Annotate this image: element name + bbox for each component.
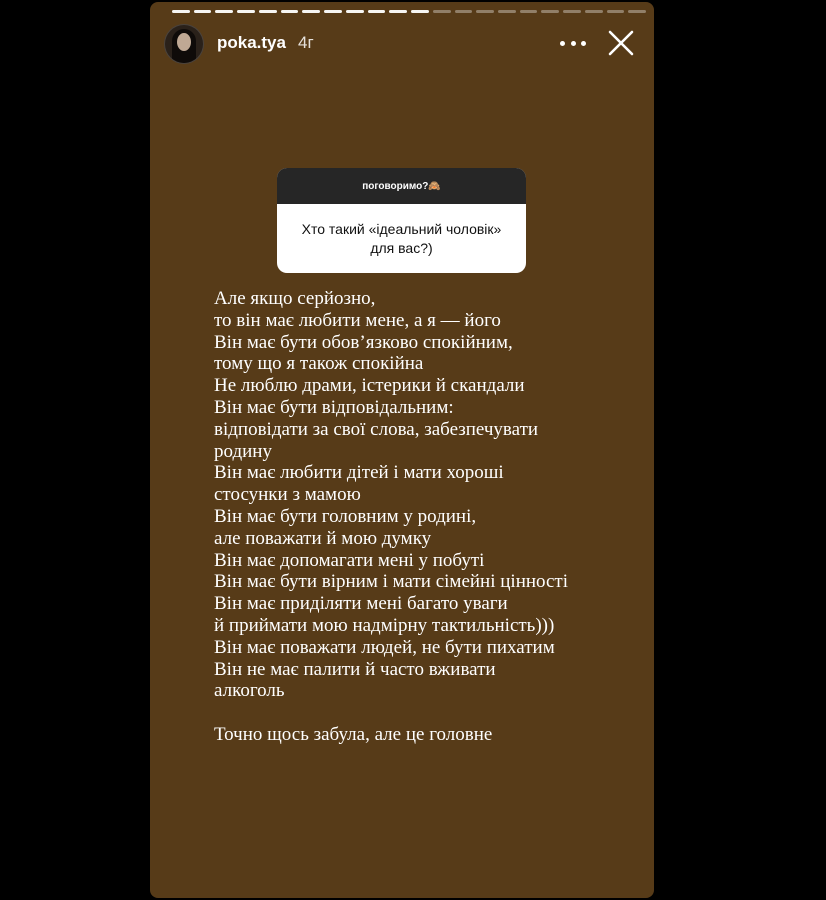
story-frame[interactable] [150,2,654,898]
story-text-line: відповідати за свої слова, забезпечувати [214,418,539,440]
progress-segment [368,10,386,13]
avatar[interactable] [164,24,204,64]
progress-segment [259,10,277,13]
progress-segment [541,10,559,13]
question-sticker[interactable] [277,168,526,273]
story-text-line: Він має поважати людей, не бути пихатим [214,636,555,658]
story-text-line: Він має бути головним у родині, [214,505,477,527]
progress-segment [520,10,538,13]
avatar-face [177,33,191,51]
progress-segment [455,10,473,13]
progress-segment [389,10,407,13]
story-text-line: Він має бути обов’язково спокійним, [214,331,513,353]
progress-segment [607,10,625,13]
progress-segment [194,10,212,13]
progress-segment [281,10,299,13]
story-text-line: Він не має палити й часто вживати [214,658,496,680]
story-text-line: то він має любити мене, а я — його [214,309,501,331]
progress-segment [498,10,516,13]
progress-segment [302,10,320,13]
username[interactable]: poka.tya [217,33,286,52]
more-dots-icon[interactable] [560,33,586,53]
post-time: 4г [298,33,314,52]
story-text-line: родину [214,440,272,462]
story-text-line: Точно щось забула, але це головне [214,723,493,745]
story-text-line: Не люблю драми, істерики й скандали [214,375,525,397]
story-text-line: алкоголь [214,680,285,702]
story-text-line: Він має бути вірним і мати сімейні цінності [214,571,569,593]
story-text-line: Він має допомагати мені у побуті [214,549,485,571]
story-header [164,22,644,66]
progress-segment [324,10,342,13]
progress-segment [585,10,603,13]
progress-segment [476,10,494,13]
question-sticker-title: поговоримо?🙈 [277,168,526,204]
story-text-line: Але якщо серйозно, [214,288,376,309]
question-sticker-text: Хто такий «ідеальний чоловік» для вас?) [301,220,502,256]
story-text-line: Він має бути відповідальним: [214,396,454,418]
story-progress-bar [172,10,646,13]
progress-segment [346,10,364,13]
close-icon[interactable] [606,28,636,58]
story-text-line [214,702,644,724]
progress-segment [563,10,581,13]
progress-segment [172,10,190,13]
progress-segment [215,10,233,13]
story-text-line: але поважати й мою думку [214,527,432,549]
story-text [214,288,644,746]
progress-segment [237,10,255,13]
progress-segment [411,10,429,13]
progress-segment [433,10,451,13]
story-text-line: тому що я також спокійна [214,353,424,375]
story-text-line: стосунки з мамою [214,484,361,506]
progress-segment [628,10,646,13]
story-text-line: Він має приділяти мені багато уваги [214,593,508,615]
story-text-line: Він має любити дітей і мати хороші [214,462,504,484]
story-text-line: й приймати мою надмірну тактильність))) [214,614,555,636]
